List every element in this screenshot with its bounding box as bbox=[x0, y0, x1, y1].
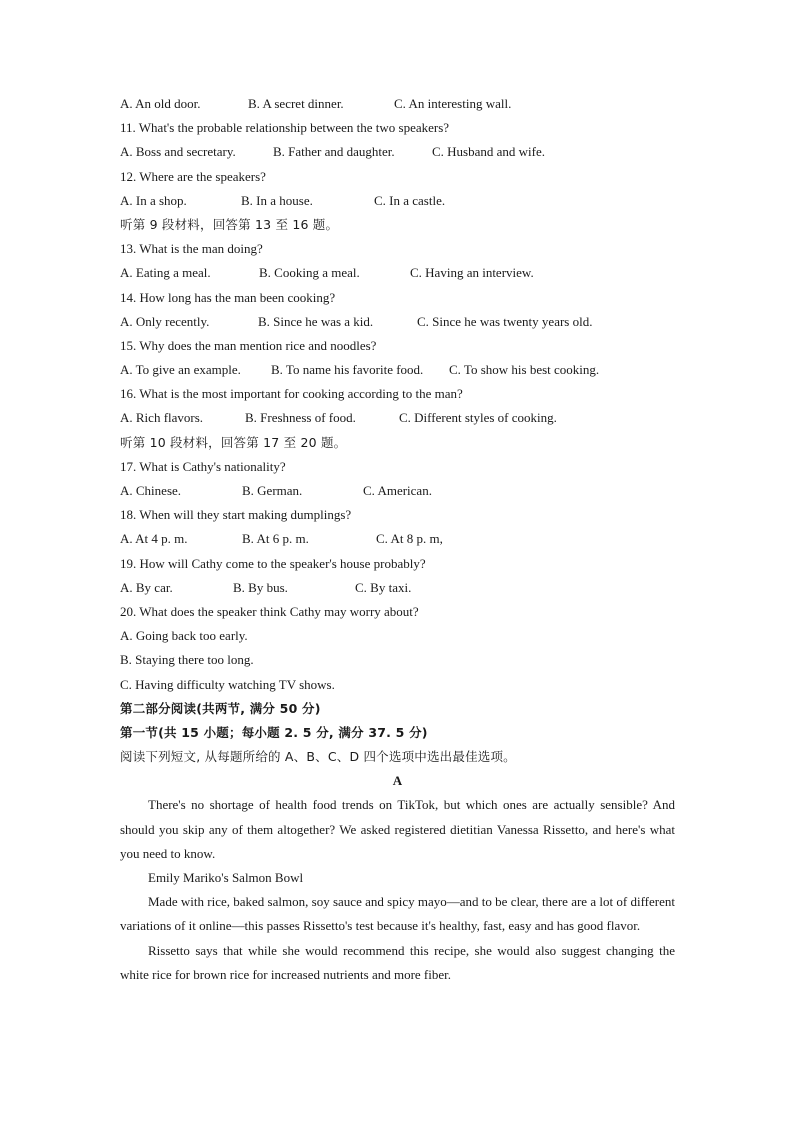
passage-subheading: Emily Mariko's Salmon Bowl bbox=[148, 870, 304, 886]
option-a: A. Eating a meal. bbox=[120, 265, 211, 281]
passage-paragraph-1: There's no shortage of health food trends on TikTok, but which ones are actually sensible? And should you skip any of them altogether? We asked registered dietitian Vanessa Rissetto, and here's what you need to know. bbox=[120, 797, 675, 861]
reading-instruction: 阅读下列短文, 从每题所给的 A、B、C、D 四个选项中选出最佳选项。 bbox=[120, 749, 516, 765]
q17-options bbox=[120, 479, 675, 503]
option-c: C. Having an interview. bbox=[410, 265, 534, 281]
passage-paragraph-3: Rissetto says that while she would recommend this recipe, she would also suggest changing the white rice for brown rice for increased nutrients and more fiber. bbox=[120, 942, 675, 982]
option-c: C. Since he was twenty years old. bbox=[417, 313, 593, 329]
q16-options bbox=[120, 406, 675, 430]
q13-options bbox=[120, 261, 675, 285]
option-c: C. At 8 p. m, bbox=[376, 531, 443, 547]
option-a: A. Chinese. bbox=[120, 483, 182, 498]
q15-options bbox=[120, 358, 675, 382]
question-17: 17. What is Cathy's nationality? bbox=[120, 458, 286, 474]
option-c: C. Husband and wife. bbox=[432, 144, 546, 160]
section-10-instruction: 听第 10 段材料，回答第 17 至 20 题。 bbox=[120, 434, 347, 450]
passage-label: A bbox=[392, 773, 403, 789]
question-18: 18. When will they start making dumplings? bbox=[120, 507, 352, 523]
option-b: B. Freshness of food. bbox=[245, 410, 356, 426]
option-a: A. In a shop. bbox=[120, 192, 187, 208]
q18-options bbox=[120, 527, 675, 551]
option-b: B. Cooking a meal. bbox=[259, 265, 360, 281]
q12-options bbox=[120, 189, 675, 213]
option-c: C. By taxi. bbox=[355, 579, 412, 595]
option-a: A. Boss and secretary. bbox=[120, 144, 236, 160]
option-b: B. Since he was a kid. bbox=[258, 313, 374, 329]
q11-options bbox=[120, 140, 675, 164]
option-b: B. To name his favorite food. bbox=[271, 362, 424, 378]
option-a: A. Only recently. bbox=[120, 313, 210, 329]
option-b: B. In a house. bbox=[241, 192, 313, 208]
q20-option-b: B. Staying there too long. bbox=[120, 652, 254, 668]
exam-page bbox=[120, 92, 675, 987]
question-16: 16. What is the most important for cooking according to the man? bbox=[120, 386, 463, 402]
section-one-title: 第一节(共 15 小题；每小题 2. 5 分, 满分 37. 5 分) bbox=[120, 724, 428, 740]
part-two-title: 第二部分阅读(共两节, 满分 50 分) bbox=[120, 700, 321, 716]
question-19: 19. How will Cathy come to the speaker's house probably? bbox=[120, 555, 426, 571]
q20-option-a: A. Going back too early. bbox=[120, 628, 248, 644]
question-13: 13. What is the man doing? bbox=[120, 241, 263, 257]
option-c: C. To show his best cooking. bbox=[449, 362, 600, 378]
option-b: B. By bus. bbox=[233, 579, 288, 595]
option-b: B. A secret dinner. bbox=[248, 96, 344, 111]
option-a: A. To give an example. bbox=[120, 362, 241, 378]
question-11: 11. What's the probable relationship between the two speakers? bbox=[120, 120, 450, 136]
option-a: A. By car. bbox=[120, 579, 173, 595]
question-15: 15. Why does the man mention rice and noodles? bbox=[120, 337, 377, 353]
option-a: A. An old door. bbox=[120, 96, 201, 111]
passage-paragraph-2: Made with rice, baked salmon, soy sauce and spicy mayo—and to be clear, there are a lot of different variations of it online—this passes Rissetto's test because it's healthy, fast, easy and has good flavor. bbox=[120, 894, 675, 934]
option-c: C. An interesting wall. bbox=[394, 96, 512, 111]
q20-option-c: C. Having difficulty watching TV shows. bbox=[120, 676, 335, 692]
option-c: C. In a castle. bbox=[374, 192, 446, 208]
option-b: B. Father and daughter. bbox=[273, 144, 395, 160]
q14-options bbox=[120, 310, 675, 334]
section-9-instruction: 听第 9 段材料，回答第 13 至 16 题。 bbox=[120, 216, 339, 232]
q19-options bbox=[120, 576, 675, 600]
option-c: C. American. bbox=[363, 483, 432, 498]
question-12: 12. Where are the speakers? bbox=[120, 168, 266, 184]
q10-options bbox=[120, 92, 675, 116]
question-14: 14. How long has the man been cooking? bbox=[120, 289, 336, 305]
question-20: 20. What does the speaker think Cathy may worry about? bbox=[120, 603, 419, 619]
option-b: B. At 6 p. m. bbox=[242, 531, 309, 547]
option-a: A. At 4 p. m. bbox=[120, 531, 188, 547]
option-a: A. Rich flavors. bbox=[120, 410, 204, 426]
option-c: C. Different styles of cooking. bbox=[399, 410, 557, 426]
option-b: B. German. bbox=[242, 483, 303, 498]
